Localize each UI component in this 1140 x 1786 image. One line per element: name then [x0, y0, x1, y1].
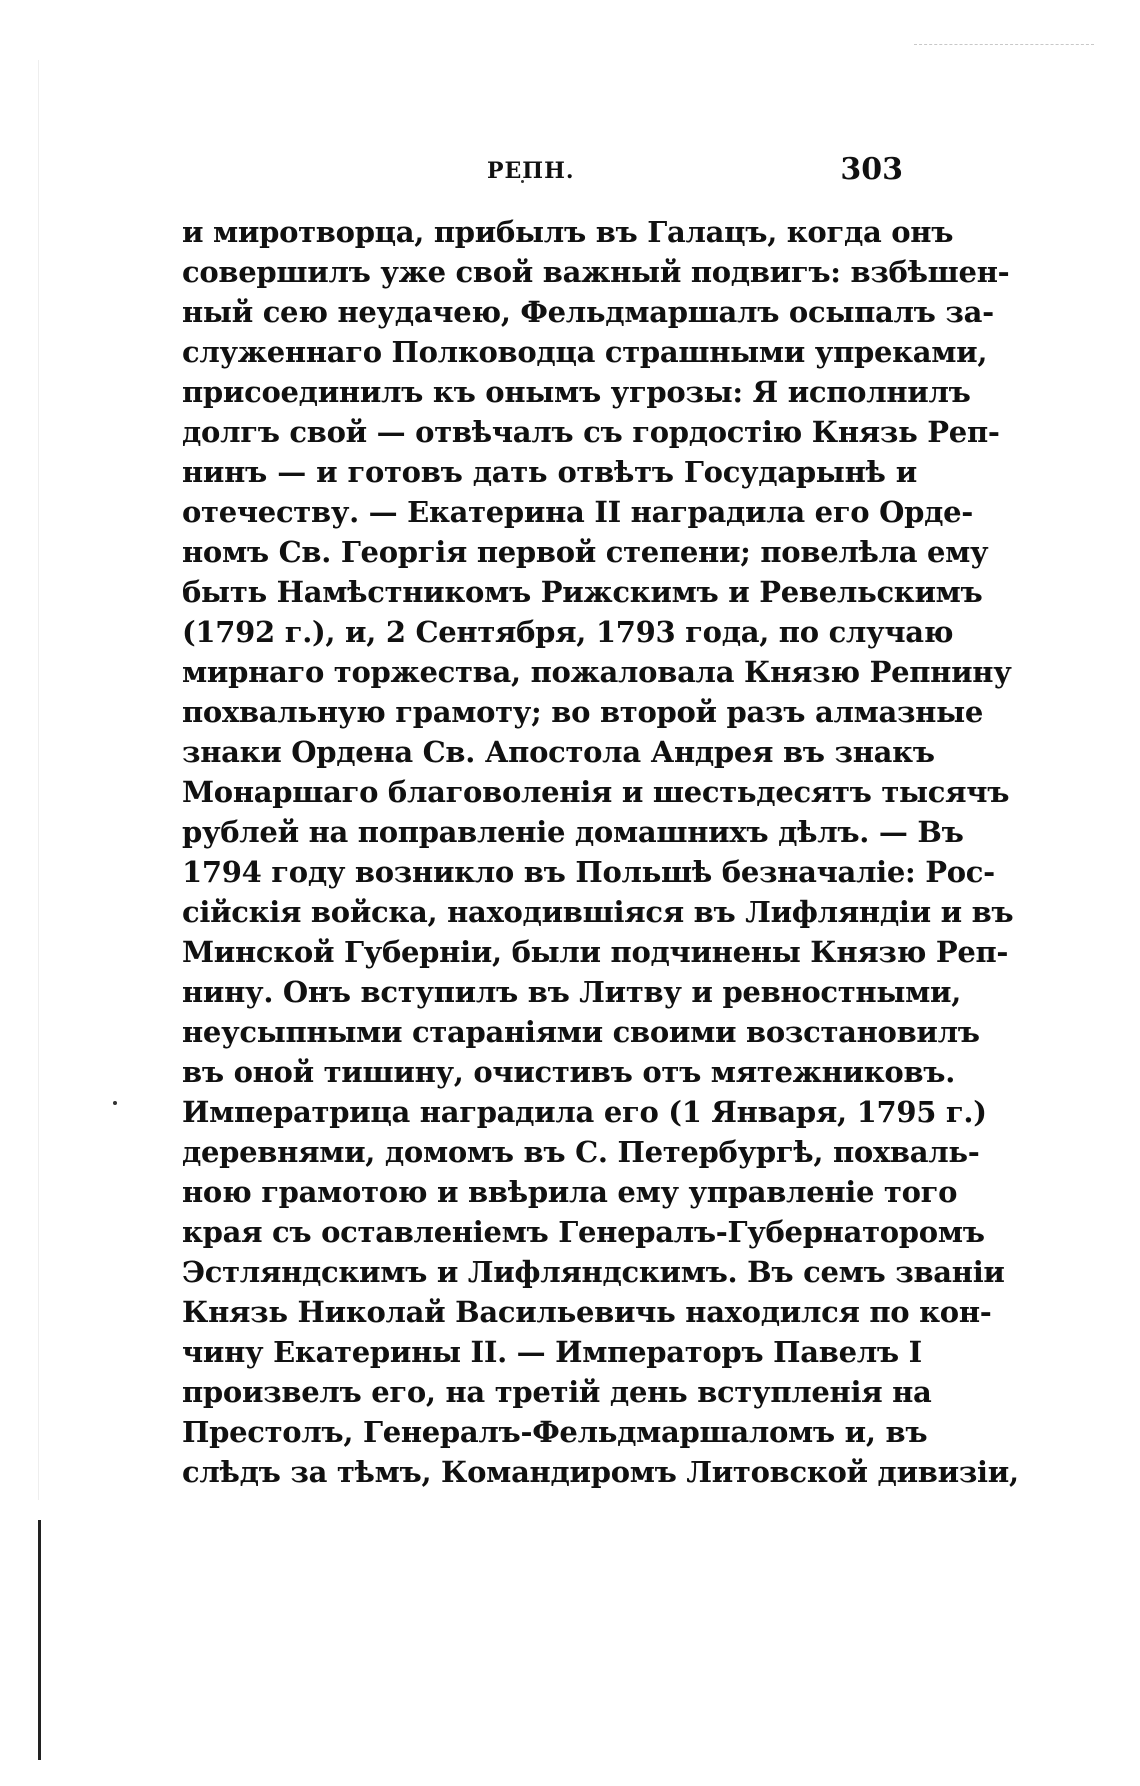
scan-edge-mark [914, 44, 1094, 46]
page-header [182, 152, 917, 192]
running-head: РЕПН. [487, 158, 575, 184]
text-line: быть Намѣстникомъ Рижскимъ и Ревельскимъ [182, 575, 983, 609]
text-line: знаки Ордена Св. Апостола Андрея въ знакъ [182, 735, 935, 769]
text-line: въ оной тишину, очистивъ отъ мятежниковъ. [182, 1055, 956, 1089]
text-line: ною грамотою и ввѣрила ему управленіе того [182, 1175, 958, 1209]
scan-edge-mark [38, 60, 39, 1500]
text-line: присоединилъ къ онымъ угрозы: Я исполнилъ [182, 375, 971, 409]
text-line: служеннаго Полководца страшными упреками, [182, 335, 988, 369]
text-line: номъ Св. Георгія первой степени; повелѣла ему [182, 535, 989, 569]
text-line: и миротворца, прибылъ въ Галацъ, когда онъ [182, 215, 954, 249]
text-line: Престолъ, Генералъ-Фельдмаршаломъ и, въ [182, 1415, 928, 1449]
text-line: Минской Губерніи, были подчинены Князю Реп- [182, 935, 1009, 969]
text-line: произвелъ его, на третій день вступленія на [182, 1375, 932, 1409]
text-line: отечеству. — Екатерина II наградила его Орде- [182, 495, 973, 529]
body-text [182, 212, 1019, 1492]
text-line: мирнаго торжества, пожаловала Князю Репнину [182, 655, 1012, 689]
text-line: деревнями, домомъ въ С. Петербургѣ, похваль- [182, 1135, 980, 1169]
page-number: 303 [840, 152, 903, 187]
text-line: похвальную грамоту; во второй разъ алмазные [182, 695, 984, 729]
text-line: Монаршаго благоволенія и шестьдесятъ тысячъ [182, 775, 1010, 809]
text-line: неусыпными стараніями своими возстановилъ [182, 1015, 980, 1049]
text-line: сійскія войска, находившіяся въ Лифляндіи и въ [182, 895, 1014, 929]
text-line: Эстляндскимъ и Лифляндскимъ. Въ семъ званіи [182, 1255, 1005, 1289]
text-line: Императрица наградила его (1 Января, 1795 г.) [182, 1095, 987, 1129]
text-line: края съ оставленіемъ Генералъ-Губернаторомъ [182, 1215, 985, 1249]
scan-speck [113, 1101, 117, 1105]
text-line: ный сею неудачею, Фельдмаршалъ осыпалъ за- [182, 295, 994, 329]
text-line: чину Екатерины II. — Императоръ Павелъ I [182, 1335, 922, 1369]
scan-edge-mark [38, 1520, 41, 1760]
text-line: рублей на поправленіе домашнихъ дѣлъ. — Въ [182, 815, 964, 849]
text-line: нинъ — и готовъ дать отвѣтъ Государынѣ и [182, 455, 917, 489]
text-line: 1794 году возникло въ Польшѣ безначаліе: Рос- [182, 855, 995, 889]
text-line: долгъ свой — отвѣчалъ съ гордостію Князь Реп- [182, 415, 1000, 449]
text-line: Князь Николай Васильевичь находился по кон- [182, 1295, 992, 1329]
text-line: совершилъ уже свой важный подвигъ: взбѣшен- [182, 255, 1010, 289]
text-line: слѣдъ за тѣмъ, Командиромъ Литовской дивизіи, [182, 1455, 1019, 1489]
text-line: (1792 г.), и, 2 Сентября, 1793 года, по случаю [182, 615, 954, 649]
text-line: нину. Онъ вступилъ въ Литву и ревностными, [182, 975, 962, 1009]
